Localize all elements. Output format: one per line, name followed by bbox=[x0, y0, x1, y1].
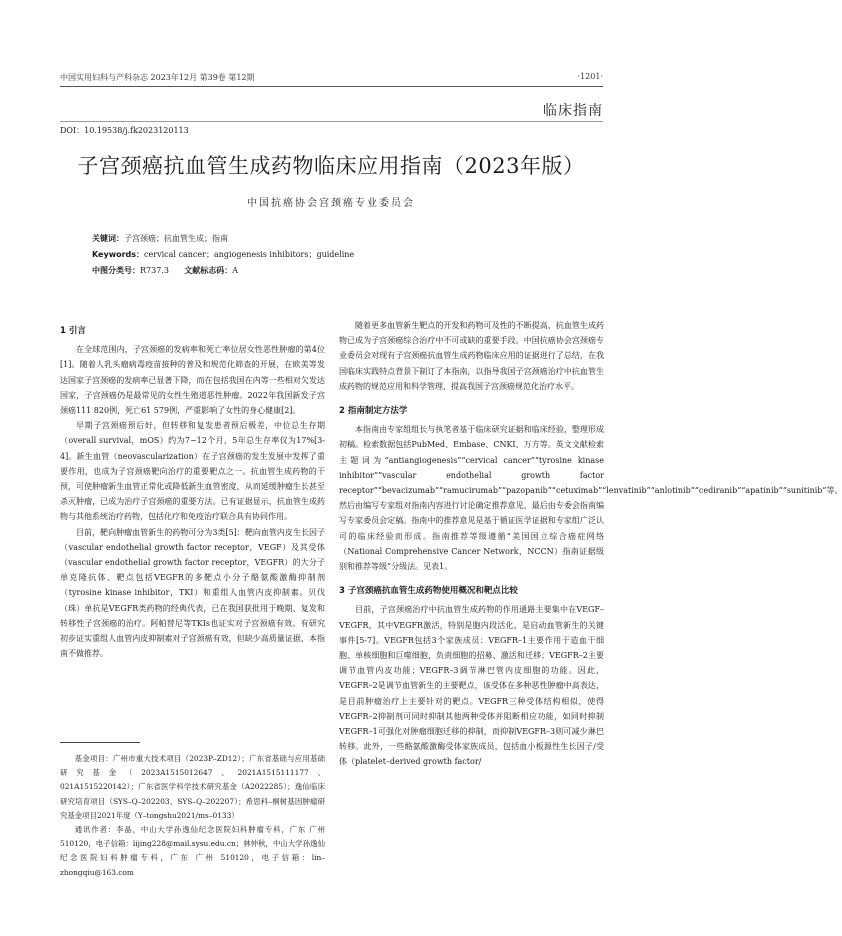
right-column bbox=[339, 318, 842, 770]
correspondence-note: 通讯作者：李晶，中山大学孙逸仙纪念医院妇科肿瘤专科，广东 广州 510120，电子信箱：lijing228@mail.sysu.edu.cn；林仲秋，中山大学孙逸仙纪念医院妇科肿瘤专科，广东 广州 510120，电子信箱：lin–zhongqiu@163.com bbox=[60, 825, 325, 877]
authors: 中国抗癌协会宫颈癌专业委员会 bbox=[247, 198, 415, 209]
journal-info: 中国实用妇科与产科杂志 2023年12月 第39卷 第12期 bbox=[60, 73, 255, 82]
section-tag: 临床指南 bbox=[543, 103, 603, 119]
doi: DOI：10.19538/j.fk2023120113 bbox=[60, 126, 189, 135]
page-number: ·1201· bbox=[577, 72, 603, 81]
header-rule bbox=[60, 86, 603, 87]
paragraph: 在全球范围内，子宫颈癌的发病率和死亡率位居女性恶性肿瘤的第4位[1]。随着人乳头瘤病毒疫苗接种的普及和规范化筛查的开展，在欧美等发达国家子宫颈癌的发病率已显著下降，而在包括我国在内等一些相对欠发达国家，子宫颈癌仍是最常见的女性生殖道恶性肿瘤。2022年我国新发子宫颈癌111 820例，死亡61 579例，严重影响了女性的身心健康[2]。 bbox=[60, 345, 325, 416]
section-heading-intro: 1 引言 bbox=[60, 326, 86, 336]
section-heading-overview: 3 子宫颈癌抗血管生成药物使用概况和靶点比较 bbox=[339, 586, 518, 597]
keywords-en bbox=[92, 248, 602, 262]
keywords-en-text: cervical cancer；angiogenesis inhibitors；guideline bbox=[144, 250, 355, 259]
keywords-zh-label: 关键词： bbox=[92, 234, 124, 243]
keywords-en-label: Keywords： bbox=[92, 250, 145, 259]
paragraph: 目前，子宫颈癌治疗中抗血管生成药物的作用通路主要集中在VEGF–VEGFR，其中VEGFR激活，特别是胞内段活化，是启动血管新生的关键事件[5-7]。VEGFR包括3个家族成员：VEGFR–1主要作用于造血干细胞、单核细胞和巨噬细胞，负责细胞的招募、激活和迁移；VEGFR–2主要调节血管内皮功能；VEGFR–3调节淋巴管内皮细胞的功能。因此，VEGFR–2是调节血管新生的主要靶点，该受体在多种恶性肿瘤中高表达，是目前肿瘤治疗上主要针对的靶点。VEGFR三种受体结构相似，使得VEGFR–2抑制剂可同时抑制其他两种受体并阻断相应功能，如同时抑制VEGFR–1可强化对肿瘤细胞迁移的抑制，而抑制VEGFR–3则可减少淋巴转移。此外，一些酪氨酸激酶受体家族成员，包括血小板源性生长因子/受体（platelet–derived growth factor/ bbox=[339, 605, 604, 767]
doc-code-value: A bbox=[232, 266, 238, 275]
running-header bbox=[60, 72, 603, 83]
left-column bbox=[60, 324, 325, 661]
funding-note: 基金项目：广州市重大技术项目（2023P–ZD12）；广东省基础与应用基础研究基金（2023A1515012647、2021A1515111177、021A1515220142）；广东省医学科学技术研究基金（A2022285）；逸仙临床研究培育项目（SYS–Q–202203、SYS–Q–202207）；希思科–桐树基因肿瘤研究基金项目2021年度（Y–tongshu2021/ms–0133） bbox=[60, 754, 325, 820]
clc-value: R737.3 bbox=[140, 266, 169, 275]
paragraph: 早期子宫颈癌预后好，但转移和复发患者预后极差，中位总生存期（overall survival，mOS）约为7~12个月，5年总生存率仅为17%[3-4]。新生血管（neovascularization）在子宫颈癌的发生发展中发挥了重要作用，也成为子宫颈癌靶向治疗的重要靶点之一。抗血管生成药物的干预，可使肿瘤新生血管正常化或降低新生血管密度，从而延缓肿瘤生长甚至杀灭肿瘤，已成为治疗子宫颈癌的重要方法。已有证据显示，抗血管生成药物与其他系统治疗药物，包括化疗和免疫治疗联合具有协同作用。 bbox=[60, 421, 325, 522]
paragraph: 本指南由专家组组长与执笔者基于临床研究证据和临床经验，整理形成初稿。检索数据包括PubMed、Embase、CNKI、万方等。英文文献检索主题词为“antiangiogenesis”“cervical cancer”“tyrosine kinase inhibitor”“vascular endothelial growth factor receptor”“bevacizumab”“ramucirumab”“pazopanib”“cetuximab”“lenvatinib”“anlotinib”“cediranib”“apatinib”“sunitinib”等。然后由编写专家组对指南内容进行讨论确定推荐意见，最后由专委会指南编写专家委员会定稿。指南中的推荐意见是基于循证医学证据和专家组广泛认可的临床经验而形成。指南推荐等级遵循“美国国立综合癌症网络（National Comprehensive Cancer Network，NCCN）指南证据级别和推荐等级”分级法。见表1。 bbox=[339, 425, 842, 572]
footnote-rule bbox=[60, 742, 140, 743]
keywords-zh bbox=[92, 232, 602, 246]
section-rule bbox=[60, 121, 603, 122]
doc-code-label: 文献标志码： bbox=[184, 266, 233, 275]
section-heading-methods: 2 指南制定方法学 bbox=[339, 406, 408, 417]
clc-label: 中图分类号： bbox=[92, 266, 140, 275]
paper-title: 子宫颈癌抗血管生成药物临床应用指南（2023年版） bbox=[77, 154, 585, 178]
footnote bbox=[60, 752, 325, 880]
classification bbox=[92, 264, 602, 278]
keywords-zh-text: 子宫颈癌；抗血管生成；指南 bbox=[124, 234, 228, 243]
paragraph: 目前，靶向肿瘤血管新生的药物可分为3类[5]：靶向血管内皮生长因子（vascular endothelial growth factor receptor，VEGF）及其受体（vascular endothelial growth factor receptor，VEGFR）的大分子单克隆抗体、靶点包括VEGFR的多靶点小分子酪氨酸激酶抑制剂（tyrosine kinase inhibitor，TKI）和重组人血管内皮抑制素。贝伐（珠）单抗是VEGFR类药物的经典代表，已在我国获批用于晚期、复发和转移性子宫颈癌的治疗。阿帕替尼等TKIs也证实对子宫颈癌有效。有研究初步证实重组人血管内皮抑制素对子宫颈癌有效，但缺少高质量证据，本指南不做推荐。 bbox=[60, 527, 325, 659]
paragraph: 随着更多血管新生靶点的开发和药物可及性的不断提高，抗血管生成药物已成为子宫颈癌综合治疗中不可或缺的重要手段。中国抗癌协会宫颈癌专业委员会对现有子宫颈癌抗血管生成药物临床应用的证据进行了总结，在我国临床实践特点背景下制订了本指南，以指导我国子宫颈癌治疗中抗血管生成药物的规范应用和科学管理，提高我国子宫颈癌规范化治疗水平。 bbox=[339, 321, 604, 391]
